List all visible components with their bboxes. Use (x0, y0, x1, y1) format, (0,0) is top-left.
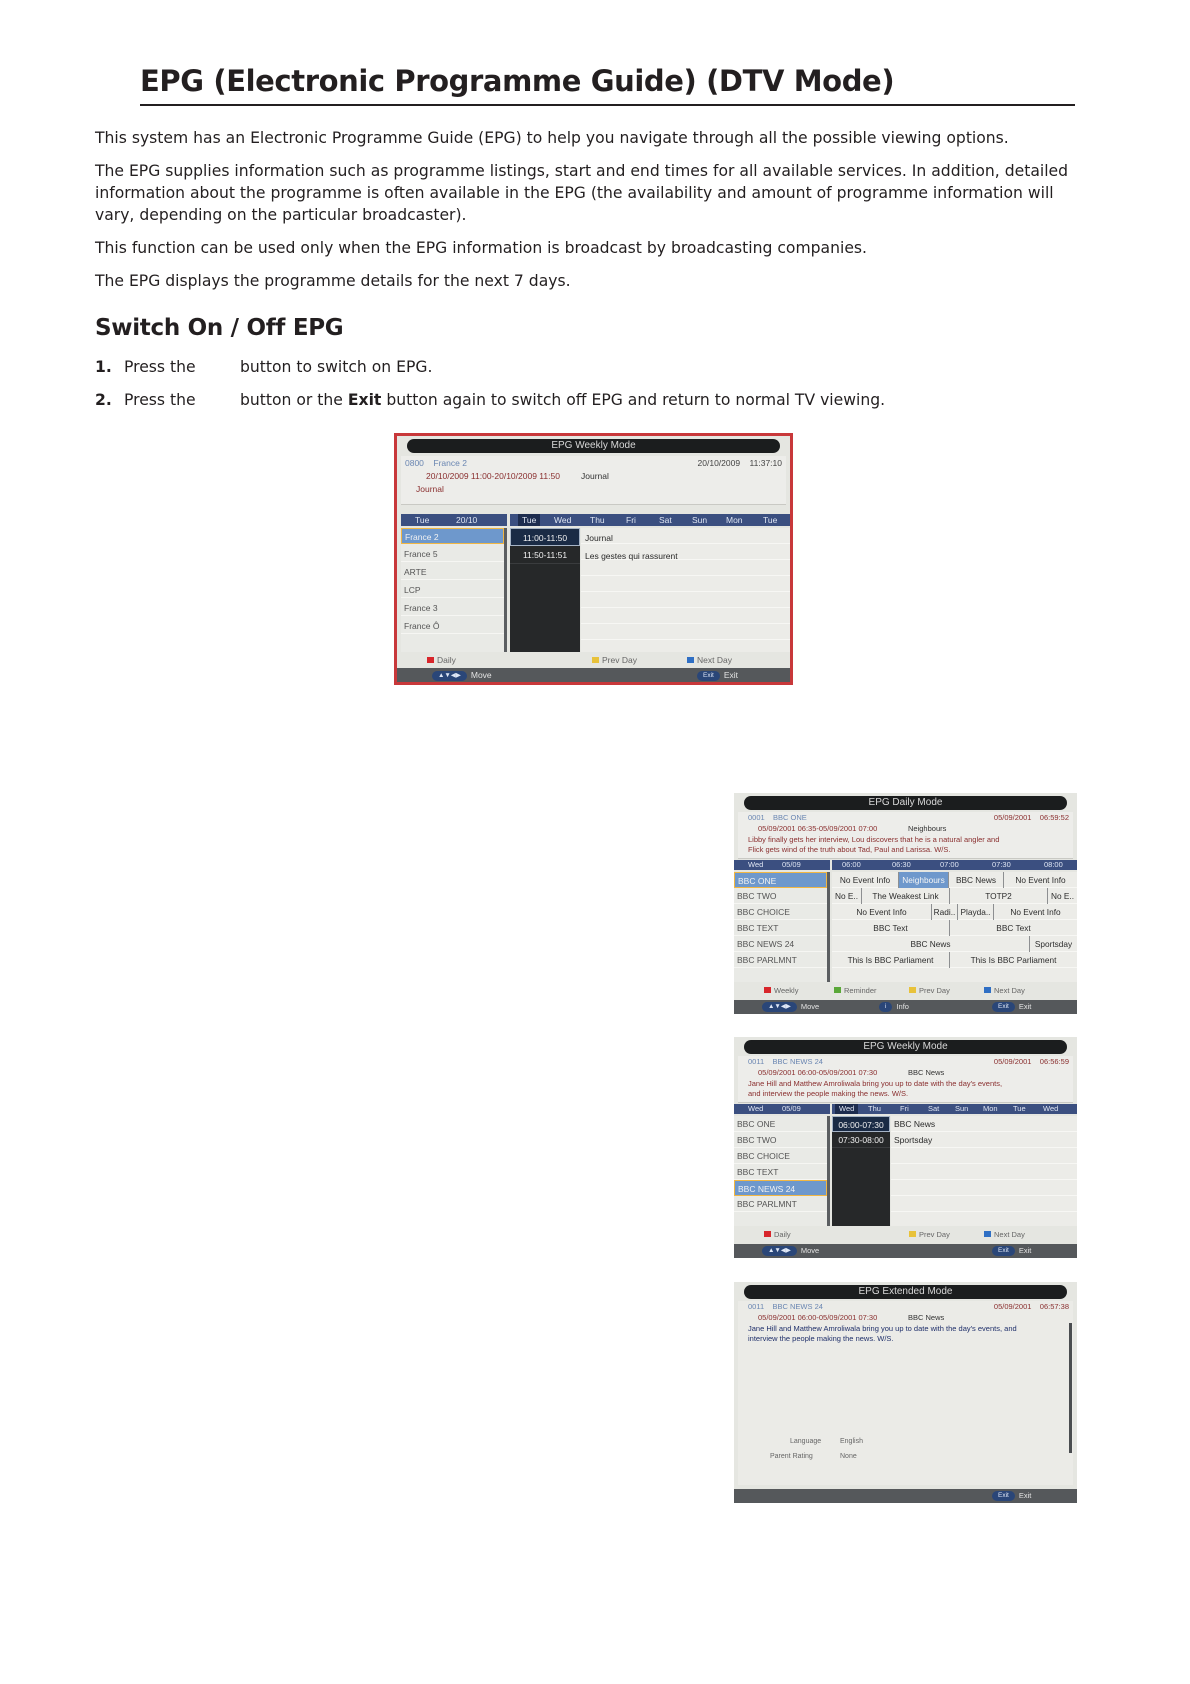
move-hint: Move (800, 1002, 820, 1011)
tab-day[interactable]: Mon (726, 515, 743, 525)
programme-cell[interactable]: The Weakest Link (862, 888, 950, 904)
channel-list (401, 528, 507, 652)
programme-item[interactable]: Journal (585, 533, 613, 543)
programme-cell[interactable]: TOTP2 (950, 888, 1048, 904)
channel-list (734, 872, 830, 982)
channel-item[interactable]: BBC TWO (734, 1132, 827, 1148)
date: 05/09/2001 (993, 1302, 1032, 1311)
legend-next-day (984, 986, 1025, 995)
legend-daily (764, 1230, 791, 1239)
red-key-icon (764, 1231, 771, 1237)
legend-prev-day (592, 655, 637, 665)
red-key-icon (764, 987, 771, 993)
yellow-key-icon (909, 1231, 916, 1237)
channel-item[interactable]: BBC CHOICE (734, 904, 827, 920)
legend-label: Next Day (994, 986, 1025, 995)
day-label: Tue (415, 515, 430, 525)
exit-hint: Exit (1018, 1491, 1032, 1500)
day-header (734, 1104, 830, 1114)
channel-item[interactable]: BBC NEWS 24 (734, 936, 827, 952)
clock: 06:56:59 (1039, 1057, 1069, 1066)
channel-list (734, 1116, 830, 1226)
epg-weekly-bbc-screenshot (734, 1037, 1077, 1258)
time-slot[interactable]: 06:00-07:30 (832, 1116, 890, 1132)
blue-key-icon (984, 987, 991, 993)
legend-next-day (984, 1230, 1025, 1239)
channel-item[interactable]: ARTE (401, 564, 504, 580)
footer-bar (397, 668, 790, 682)
channel-name: BBC NEWS 24 (772, 1057, 823, 1066)
time-mark: 06:30 (892, 860, 911, 869)
channel-number: 0001 (748, 813, 765, 822)
step-text: button to switch on EPG. (240, 358, 433, 376)
epg-extended-screenshot (734, 1282, 1077, 1503)
arrows-icon: ▲▼◀▶ (762, 1002, 797, 1012)
timeline-header (832, 860, 1077, 870)
language-value: English (840, 1438, 863, 1445)
programme-cell[interactable]: BBC News (949, 872, 1004, 888)
legend-prev-day (909, 986, 950, 995)
move-hint: Move (800, 1246, 820, 1255)
programme-cell[interactable]: BBC Text (832, 920, 950, 936)
programme-time-range: 20/10/2009 11:00-20/10/2009 11:50 (426, 471, 560, 481)
channel-item[interactable]: France 5 (401, 546, 504, 562)
clock: 06:59:52 (1039, 813, 1069, 822)
channel-item[interactable]: France Ô (401, 618, 504, 634)
exit-icon: Exit (992, 1246, 1015, 1256)
info-hint: Info (896, 1002, 909, 1011)
clock: 11:37:10 (749, 458, 782, 468)
programme-item[interactable]: BBC News (894, 1119, 936, 1129)
programme-cell[interactable]: No Event Info (832, 872, 899, 888)
channel-item[interactable]: BBC TEXT (734, 920, 827, 936)
time-mark: 07:00 (940, 860, 959, 869)
channel-item[interactable]: BBC TWO (734, 888, 827, 904)
tab-day[interactable]: Thu (590, 515, 605, 525)
screen-title: EPG Daily Mode (744, 796, 1067, 810)
exit-hint: Exit (1018, 1002, 1032, 1011)
section-title: Switch On / Off EPG (95, 315, 344, 341)
tab-day[interactable]: Sat (928, 1104, 940, 1113)
step-number: 1. (95, 358, 112, 376)
programme-cell[interactable]: Radi.. (932, 904, 958, 920)
footer-bar (734, 1000, 1077, 1014)
tab-day[interactable]: Wed (835, 1104, 858, 1114)
parent-rating-label: Parent Rating (770, 1453, 813, 1460)
date: 05/09/2001 (993, 1057, 1032, 1066)
scrollbar[interactable] (1069, 1323, 1072, 1453)
day-date: 05/09 (782, 860, 801, 869)
blue-key-icon (687, 657, 694, 663)
programme-description: Flick gets wind of the truth about Tad, Paul and Larissa. W/S. (748, 845, 951, 854)
channel-item[interactable]: France 3 (401, 600, 504, 616)
programme-description: and interview the people making the news. W/S. (748, 1089, 909, 1098)
programme-cell[interactable]: This Is BBC Parliament (970, 955, 1057, 965)
legend-reminder (834, 986, 877, 995)
programme-cell[interactable]: No Event Info (832, 904, 932, 920)
programme-info-panel (738, 1056, 1073, 1103)
time-column (510, 528, 580, 652)
time-slot[interactable]: 11:50-11:51 (510, 546, 580, 564)
programme-cell[interactable]: Sportsday (1034, 939, 1073, 949)
epg-daily-screenshot (734, 793, 1077, 1014)
epg-info-paragraph: The EPG supplies information such as programme listings, start and end times for all available services. In addition, detailed information about the programme is often available in the EPG (the availability and amount of programme information will vary, depending on the particular broadcaster). (95, 162, 1069, 224)
step-1 (95, 356, 1085, 378)
programme-cell[interactable]: Playda.. (958, 904, 994, 920)
programme-cell[interactable]: Neighbours (899, 872, 949, 888)
day-header (401, 514, 507, 526)
programme-time-range: 05/09/2001 06:00-05/09/2001 07:30 (758, 1313, 878, 1322)
programme-item[interactable]: Sportsday (894, 1135, 933, 1145)
programme-cell[interactable]: No E.. (1050, 891, 1075, 901)
channel-item[interactable]: BBC ONE (734, 872, 827, 888)
week-day-tabs (510, 514, 790, 526)
info-icon: i (879, 1002, 892, 1012)
legend-label: Daily (437, 655, 456, 665)
channel-number: 0011 (748, 1302, 765, 1311)
date: 05/09/2001 (993, 813, 1032, 822)
intro-paragraph: This system has an Electronic Programme Guide (EPG) to help you navigate through all the possible viewing options. (95, 129, 1009, 147)
time-column (832, 1116, 890, 1226)
channel-item[interactable]: BBC ONE (734, 1116, 827, 1132)
programme-cell[interactable]: This Is BBC Parliament (832, 952, 950, 968)
legend-label: Reminder (844, 986, 877, 995)
time-slot[interactable]: 11:00-11:50 (510, 528, 580, 546)
red-key-icon (427, 657, 434, 663)
screen-title: EPG Weekly Mode (407, 439, 780, 453)
yellow-key-icon (909, 987, 916, 993)
channel-item[interactable]: France 2 (401, 528, 504, 544)
time-mark: 08:00 (1044, 860, 1063, 869)
programme-name: Journal (581, 471, 609, 481)
exit-icon: Exit (992, 1491, 1015, 1501)
legend-weekly (764, 986, 798, 995)
day-header (734, 860, 830, 870)
tab-day[interactable]: Fri (900, 1104, 909, 1113)
tab-day[interactable]: Fri (626, 515, 636, 525)
programme-cell[interactable]: No E.. (832, 888, 862, 904)
programme-info-panel (401, 456, 786, 505)
date: 20/10/2009 (697, 458, 741, 468)
channel-item[interactable]: BBC CHOICE (734, 1148, 827, 1164)
exit-hint: Exit (1018, 1246, 1032, 1255)
time-mark: 07:30 (992, 860, 1011, 869)
seven-days-paragraph: The EPG displays the programme details for the next 7 days. (95, 272, 571, 290)
step-text-part: button again to switch off EPG and return to normal TV viewing. (381, 391, 886, 409)
legend-daily (427, 655, 456, 665)
channel-name: BBC NEWS 24 (772, 1302, 823, 1311)
tab-day[interactable]: Thu (868, 1104, 881, 1113)
legend-next-day (687, 655, 732, 665)
step-2 (95, 389, 1085, 411)
tab-day[interactable]: Wed (554, 515, 572, 525)
tab-day[interactable]: Tue (1013, 1104, 1026, 1113)
programme-time-range: 05/09/2001 06:00-05/09/2001 07:30 (758, 1068, 878, 1077)
legend-label: Prev Day (919, 986, 950, 995)
footer-bar (734, 1489, 1077, 1503)
tab-day[interactable]: Tue (518, 514, 540, 526)
epg-weekly-screenshot (394, 433, 793, 685)
exit-button-label: Exit (347, 391, 382, 409)
legend-label: Weekly (774, 986, 799, 995)
tab-day[interactable]: Mon (983, 1104, 998, 1113)
week-day-tabs (832, 1104, 1077, 1114)
arrows-icon: ▲▼◀▶ (762, 1246, 797, 1256)
programme-cell[interactable]: BBC News (832, 936, 1030, 952)
tab-day[interactable]: Wed (1043, 1104, 1059, 1113)
tab-day[interactable]: Sun (692, 515, 708, 525)
arrows-icon: ▲▼◀▶ (432, 671, 467, 681)
yellow-key-icon (592, 657, 599, 663)
channel-number: 0011 (748, 1057, 765, 1066)
programme-description: Journal (416, 484, 444, 494)
step-text (240, 389, 885, 411)
channel-item[interactable]: LCP (401, 582, 504, 598)
programme-time-range: 05/09/2001 06:35-05/09/2001 07:00 (758, 824, 878, 833)
channel-item[interactable]: BBC TEXT (734, 1164, 827, 1180)
extended-info-panel (738, 1301, 1073, 1485)
legend-label: Prev Day (602, 655, 637, 665)
language-label: Language (790, 1438, 822, 1445)
legend-prev-day (909, 1230, 950, 1239)
move-hint: Move (470, 670, 492, 680)
step-text-part: button or the (240, 391, 348, 409)
programme-name: Neighbours (908, 824, 947, 833)
green-key-icon (834, 987, 841, 993)
programme-item[interactable]: Les gestes qui rassurent (585, 551, 678, 561)
blue-key-icon (984, 1231, 991, 1237)
tab-day[interactable]: Tue (763, 515, 778, 525)
day-date: 05/09 (782, 1104, 801, 1113)
programme-cell[interactable]: BBC Text (996, 923, 1031, 933)
page-title: EPG (Electronic Programme Guide) (DTV Mode) (140, 58, 1075, 106)
time-slot[interactable]: 07:30-08:00 (832, 1132, 890, 1148)
legend-label: Next Day (697, 655, 732, 665)
legend-label: Prev Day (919, 1230, 950, 1239)
programme-description: Libby finally gets her interview, Lou discovers that he is a natural angler and (748, 835, 1000, 844)
channel-name: BBC ONE (773, 813, 807, 822)
programme-description: interview the people making the news. W/S. (748, 1334, 894, 1343)
screen-title: EPG Weekly Mode (744, 1040, 1067, 1054)
parent-rating-value: None (840, 1453, 857, 1460)
day-label: Wed (748, 860, 764, 869)
exit-icon: Exit (992, 1002, 1015, 1012)
programme-name: BBC News (908, 1313, 945, 1322)
tab-day[interactable]: Sat (659, 515, 672, 525)
programme-cell[interactable]: No Event Info (1010, 907, 1061, 917)
channel-item[interactable]: BBC PARLMNT (734, 1196, 827, 1212)
time-mark: 06:00 (842, 860, 861, 869)
day-label: Wed (748, 1104, 764, 1113)
exit-icon: Exit (697, 671, 720, 681)
tab-day[interactable]: Sun (955, 1104, 969, 1113)
channel-number: 0800 (405, 458, 424, 468)
programme-description: Jane Hill and Matthew Amroliwala bring you up to date with the day's events, (748, 1079, 1003, 1088)
clock: 06:57:38 (1039, 1302, 1069, 1311)
programme-description: Jane Hill and Matthew Amroliwala bring you up to date with the day's events, and (748, 1324, 1017, 1333)
step-number: 2. (95, 391, 112, 409)
legend-label: Daily (774, 1230, 791, 1239)
step-text: Press the (124, 391, 196, 409)
day-date: 20/10 (456, 515, 478, 525)
programme-info-panel (738, 812, 1073, 859)
screen-title: EPG Extended Mode (744, 1285, 1067, 1299)
channel-name: France 2 (433, 458, 467, 468)
broadcast-paragraph: This function can be used only when the EPG information is broadcast by broadcasting companies. (95, 239, 867, 257)
programme-name: BBC News (908, 1068, 945, 1077)
channel-item[interactable]: BBC NEWS 24 (734, 1180, 827, 1196)
step-text: Press the (124, 358, 196, 376)
channel-item[interactable]: BBC PARLMNT (734, 952, 827, 968)
exit-hint: Exit (723, 670, 739, 680)
footer-bar (734, 1244, 1077, 1258)
legend-label: Next Day (994, 1230, 1025, 1239)
programme-cell[interactable]: No Event Info (1015, 875, 1066, 885)
